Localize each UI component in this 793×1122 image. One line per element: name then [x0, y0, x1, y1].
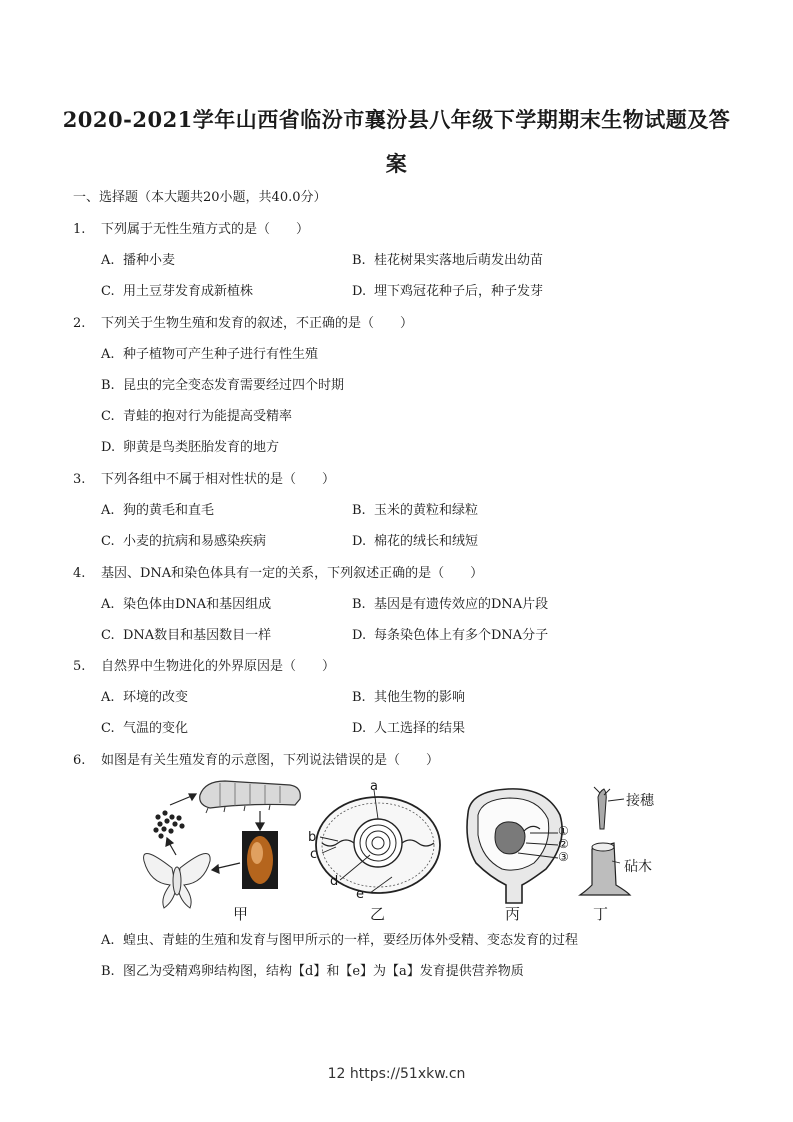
egg-label-d: d: [330, 874, 339, 889]
question-5-option-d: D. 人工选择的结果: [352, 721, 466, 736]
question-6-option-b: B. 图乙为受精鸡卵结构图，结构【d】和【e】为【a】发育提供营养物质: [101, 964, 524, 979]
question-6-option-a: A. 蝗虫、青蛙的生殖和发育与图甲所示的一样，要经历体外受精、变态发育的过程: [101, 933, 579, 948]
egg-label-c: c: [310, 847, 318, 862]
silkworm-larva: [200, 781, 301, 813]
egg-label-e: e: [356, 887, 364, 902]
question-1-option-d: D. 埋下鸡冠花种子后，种子发芽: [352, 284, 544, 299]
title-line-1: 2020-2021学年山西省临汾市襄汾县八年级下学期期末生物试题及答: [62, 107, 731, 132]
question-5-stem: 5. 自然界中生物进化的外界原因是（ ）: [73, 659, 336, 674]
question-2-option-b: B. 昆虫的完全变态发育需要经过四个时期: [101, 378, 345, 393]
question-5-option-b: B. 其他生物的影响: [352, 690, 466, 705]
grafting-diagram: [580, 787, 630, 895]
uterus-label-2: ②: [558, 837, 569, 851]
question-4-stem: 4. 基因、DNA和染色体具有一定的关系，下列叙述正确的是（ ）: [73, 566, 484, 581]
title-line-2: 案: [385, 151, 408, 176]
question-3-option-d: D. 棉花的绒长和绒短: [352, 534, 479, 549]
question-1-option-a: A. 播种小麦: [101, 253, 176, 268]
question-3-option-c: C. 小麦的抗病和易感染疾病: [101, 534, 267, 549]
question-3-stem: 3. 下列各组中不属于相对性状的是（ ）: [73, 472, 336, 487]
question-2-stem: 2. 下列关于生物生殖和发育的叙述，不正确的是（ ）: [73, 316, 414, 331]
question-2-option-a: A. 种子植物可产生种子进行有性生殖: [101, 347, 319, 362]
panel-label-jia: 甲: [233, 905, 249, 923]
uterus-label-3: ③: [558, 850, 569, 864]
section-heading: 一、选择题（本大题共20小题，共40.0分）: [73, 190, 327, 205]
question-3-option-a: A. 狗的黄毛和直毛: [101, 503, 215, 518]
question-4-option-a: A. 染色体由DNA和基因组成: [101, 597, 272, 612]
silkworm-eggs: [153, 810, 184, 838]
question-2-option-c: C. 青蛙的抱对行为能提高受精率: [101, 409, 293, 424]
graft-label-stock: 砧木: [624, 859, 652, 875]
human-uterus-diagram: [467, 789, 562, 903]
question-1-option-c: C. 用土豆芽发育成新植株: [101, 284, 254, 299]
question-1-option-b: B. 桂花树果实落地后萌发出幼苗: [352, 253, 544, 268]
question-6-stem: 6. 如图是有关生殖发育的示意图，下列说法错误的是（ ）: [73, 753, 440, 768]
question-4-option-b: B. 基因是有遗传效应的DNA片段: [352, 597, 549, 612]
panel-label-bing: 丙: [505, 905, 521, 923]
question-5-option-c: C. 气温的变化: [101, 721, 189, 736]
question-3-option-b: B. 玉米的黄粒和绿粒: [352, 503, 479, 518]
silkworm-moth: [144, 853, 211, 908]
question-1-stem: 1. 下列属于无性生殖方式的是（ ）: [73, 222, 310, 237]
question-2-option-d: D. 卵黄是鸟类胚胎发育的地方: [101, 440, 280, 455]
graft-label-scion: 接穗: [626, 793, 654, 809]
panel-label-ding: 丁: [593, 905, 609, 923]
egg-label-b: b: [308, 830, 317, 845]
egg-label-a: a: [370, 779, 378, 794]
page-title: [60, 98, 733, 186]
question-4-option-c: C. DNA数目和基因数目一样: [101, 628, 272, 643]
question-5-option-a: A. 环境的改变: [101, 690, 189, 705]
reproduction-figure: [130, 773, 670, 923]
uterus-label-1: ①: [558, 824, 569, 838]
question-4-option-d: D. 每条染色体上有多个DNA分子: [352, 628, 549, 643]
page-footer: 12 https://51xkw.cn: [327, 1066, 466, 1082]
silkworm-pupa: [242, 831, 278, 889]
panel-label-yi: 乙: [370, 905, 386, 923]
silkworm-life-cycle: [144, 781, 301, 908]
